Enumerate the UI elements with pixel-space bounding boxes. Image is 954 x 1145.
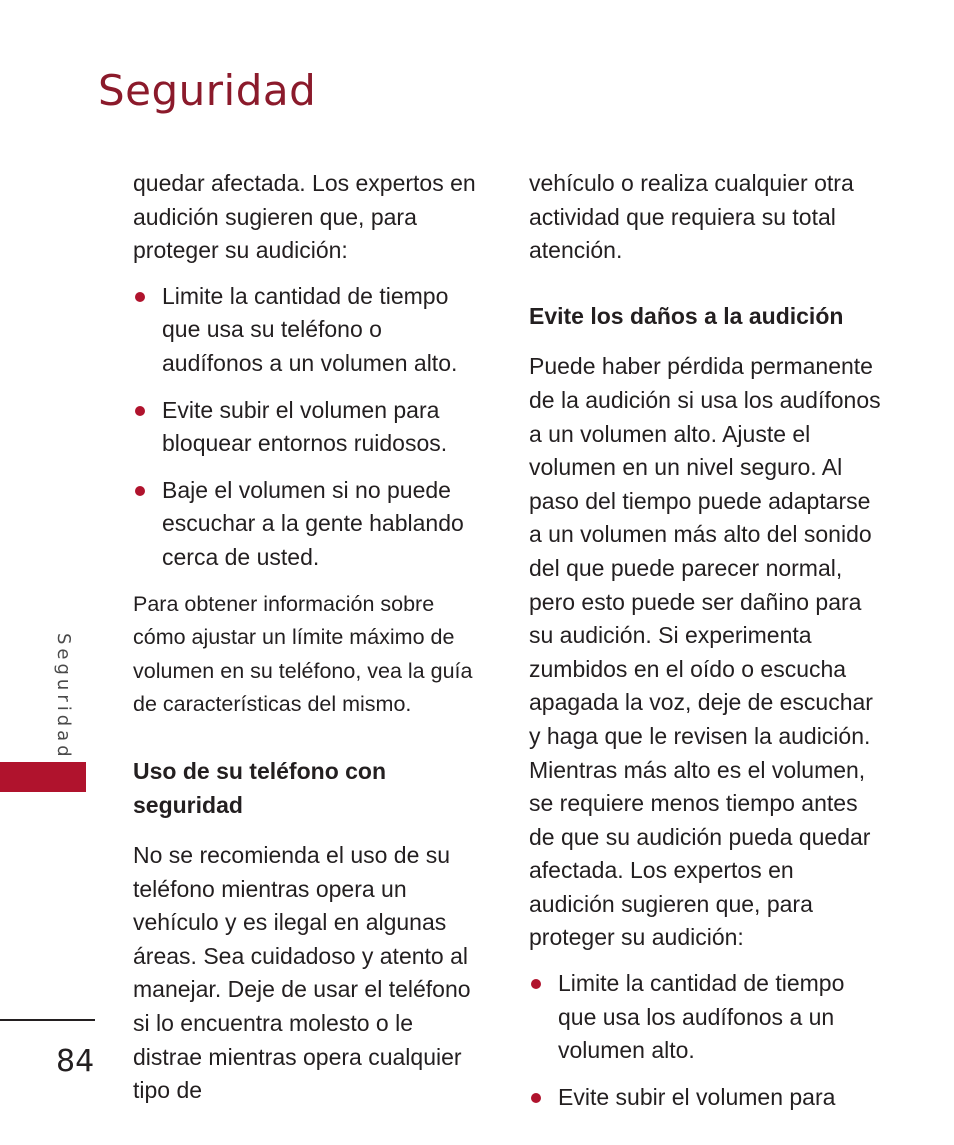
continuation-paragraph: vehículo o realiza cualquier otra actividad que requiera su total atención. — [529, 170, 854, 264]
list-item — [529, 1081, 883, 1115]
list-item — [133, 394, 485, 461]
footer-divider — [0, 1019, 95, 1021]
page-number: 84 — [56, 1044, 95, 1079]
info-paragraph: Para obtener información sobre cómo ajustar un límite máximo de volumen en su teléfono, vea la guía de características del mismo. — [133, 591, 473, 717]
section-heading: Evite los daños a la audición — [529, 302, 844, 329]
list-item — [529, 967, 883, 1068]
section-paragraph: No se recomienda el uso de su teléfono mientras opera un vehículo y es ilegal en algunas áreas. Sea cuidadoso y atento al manejar. Deje de usar el teléfono si lo encuentra molesto o le distrae mientras opera cualquier tipo de — [133, 842, 471, 1104]
list-item — [133, 280, 485, 381]
page-title: Seguridad — [98, 66, 317, 115]
left-column — [133, 167, 485, 1108]
bullet-list — [529, 967, 883, 1114]
list-item — [133, 474, 485, 575]
right-column — [529, 167, 883, 1127]
bullet-list — [133, 280, 485, 575]
bullet-text: Evite subir el volumen para bloquear entornos ruidosos. — [162, 396, 448, 457]
section-heading: Uso de su teléfono con seguridad — [133, 757, 387, 818]
section-paragraph: Puede haber pérdida permanente de la audición si usa los audífonos a un volumen alto. Ajuste el volumen en un nivel seguro. Al paso del tiempo puede adaptarse a un volumen más alto del sonido del que puede parecer normal, pero esto puede ser dañino para su audición. Si experimenta zumbidos en el oído o escucha apagada la voz, deje de escuchar y haga que le revisen la audición. Mientras más alto es el volumen, se requiere menos tiempo antes de que su audición pueda quedar afectada. Los expertos en audición sugieren que, para proteger su audición: — [529, 353, 881, 951]
intro-paragraph: quedar afectada. Los expertos en audición sugieren que, para proteger su audición: — [133, 170, 476, 264]
bullet-text: Evite subir el volumen para — [558, 1083, 836, 1110]
bullet-text: Baje el volumen si no puede escuchar a la gente hablando cerca de usted. — [162, 476, 464, 570]
side-section-label: Seguridad — [53, 633, 74, 761]
bullet-text: Limite la cantidad de tiempo que usa los audífonos a un volumen alto. — [558, 970, 845, 1064]
section-tab-marker — [0, 762, 86, 792]
bullet-text: Limite la cantidad de tiempo que usa su teléfono o audífonos a un volumen alto. — [162, 282, 458, 376]
